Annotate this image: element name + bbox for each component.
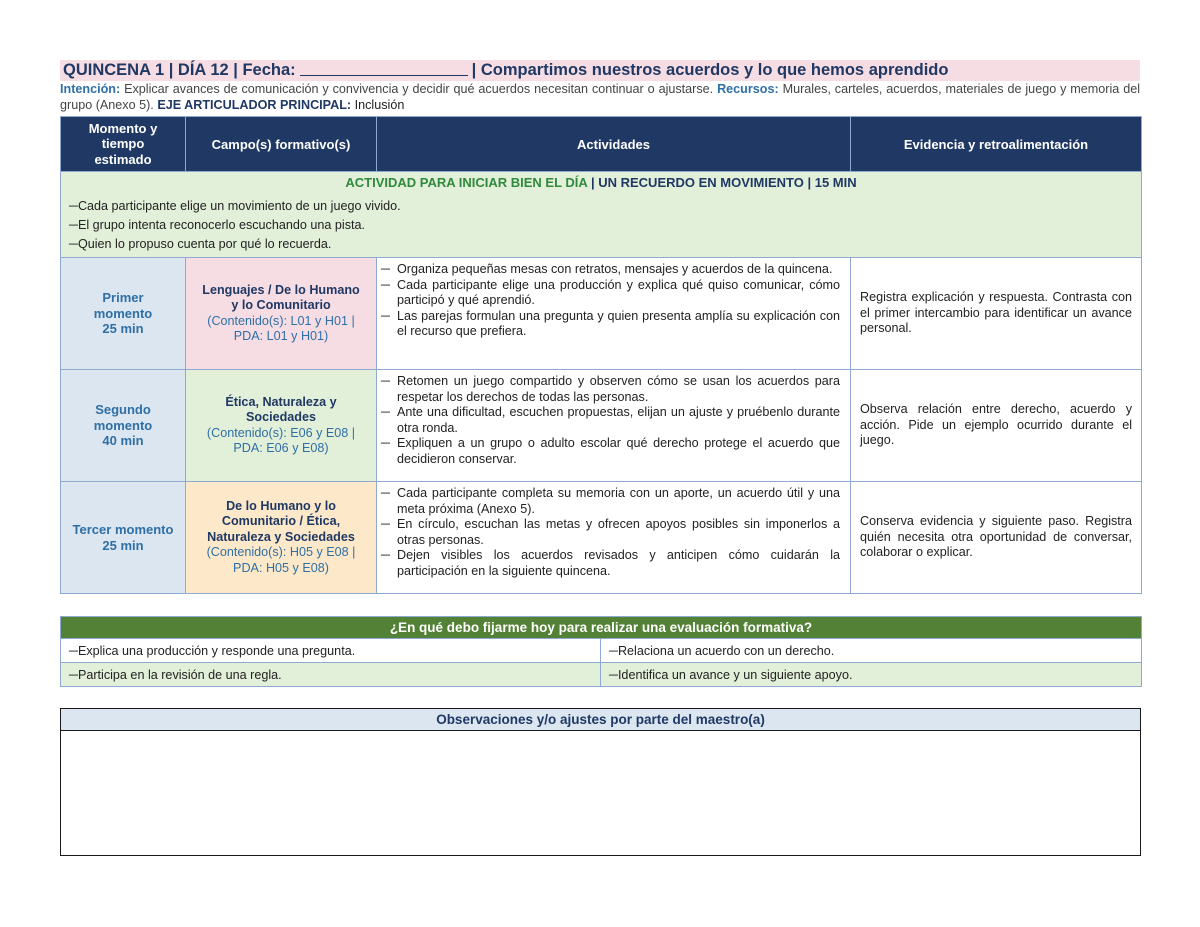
intro-text	[60, 82, 1140, 113]
lesson-page	[60, 60, 1140, 856]
title-right: | Compartimos nuestros acuerdos y lo que hemos aprendido	[471, 61, 949, 79]
table-row	[61, 482, 1142, 594]
evaluacion-table	[60, 616, 1142, 687]
warmup-line: ─Cada participante elige un movimiento de un juego vivido.	[69, 199, 401, 213]
observaciones-title: Observaciones y/o ajustes por parte del maestro(a)	[61, 709, 1140, 731]
page-title	[60, 60, 1140, 81]
header-campo: Campo(s) formativo(s)	[186, 117, 377, 172]
title-left: QUINCENA 1 | DÍA 12 | Fecha:	[63, 61, 296, 79]
intencion-text: Explicar avances de comunicación y convivencia y decidir qué acuerdos necesitan continuar o ajustarse.	[124, 82, 714, 96]
header-evidencia: Evidencia y retroalimentación	[851, 117, 1142, 172]
warmup-line: ─El grupo intenta reconocerlo escuchando una pista.	[69, 218, 365, 232]
observaciones-area[interactable]	[61, 731, 1140, 853]
evaluacion-item: ─Relaciona un acuerdo con un derecho.	[601, 639, 1142, 663]
campo-cell: De lo Humano y lo Comunitario / Ética, Naturaleza y Sociedades (Contenido(s): H05 y E08 | PDA: H05 y E08)	[186, 482, 377, 594]
evaluacion-title: ¿En qué debo fijarme hoy para realizar una evaluación formativa?	[61, 617, 1142, 639]
warmup-title: ACTIVIDAD PARA INICIAR BIEN EL DÍA | UN RECUERDO EN MOVIMIENTO | 15 MIN	[345, 175, 857, 190]
evidencia-cell: Registra explicación y respuesta. Contrasta con el primer intercambio para identificar un avance personal.	[851, 258, 1142, 370]
table-row	[61, 370, 1142, 482]
momento-cell: Tercer momento 25 min	[61, 482, 186, 594]
intencion-label: Intención:	[60, 82, 121, 96]
evidencia-cell: Conserva evidencia y siguiente paso. Registra quién necesita otra oportunidad de conversar, colaborar o explicar.	[851, 482, 1142, 594]
header-momento: Momento y tiempo estimado	[61, 117, 186, 172]
actividades-cell: ─ Retomen un juego compartido y observen cómo se usan los acuerdos para respetar los derechos de todas las personas. ─ Ante una dificultad, escuchen propuestas, elijan un ajuste y pruébenlo durante otra ronda. ─ Expliquen a un grupo o adulto escolar qué derecho protege el acuerdo que decidieron conservar.	[377, 370, 851, 482]
evaluacion-item: ─Identifica un avance y un siguiente apoyo.	[601, 663, 1142, 687]
campo-cell: Lenguajes / De lo Humano y lo Comunitario (Contenido(s): L01 y H01 | PDA: L01 y H01)	[186, 258, 377, 370]
actividades-cell: ─ Organiza pequeñas mesas con retratos, mensajes y acuerdos de la quincena. ─ Cada participante elige una producción y explica qué quiso comunicar, cómo participó y qué aprendió. ─ Las parejas formulan una pregunta y quien presenta amplía su explicación con el recurso que prefiera.	[377, 258, 851, 370]
eje-label: EJE ARTICULADOR PRINCIPAL:	[157, 97, 352, 112]
eje-text: Inclusión	[354, 97, 405, 112]
warmup-banner-row	[61, 172, 1142, 258]
momento-cell: Primer momento 25 min	[61, 258, 186, 370]
campo-cell: Ética, Naturaleza y Sociedades (Contenido(s): E06 y E08 | PDA: E06 y E08)	[186, 370, 377, 482]
date-field[interactable]	[300, 61, 468, 76]
recursos-text: Murales, carteles, acuerdos, materiales de juego y memoria del grupo (Anexo 5).	[60, 82, 1140, 112]
observaciones-box	[60, 708, 1141, 856]
table-header-row	[61, 117, 1142, 172]
table-row	[61, 258, 1142, 370]
evaluacion-item: ─Participa en la revisión de una regla.	[61, 663, 601, 687]
activities-table	[60, 116, 1142, 594]
actividades-cell: ─ Cada participante completa su memoria con un aporte, un acuerdo útil y una meta próxima (Anexo 5). ─ En círculo, escuchan las metas y ofrecen apoyos posibles sin imponerlos a otras personas. ─ Dejen visibles los acuerdos revisados y anticipen cómo cuidarán la participación en la siguiente quincena.	[377, 482, 851, 594]
recursos-label: Recursos:	[717, 82, 779, 96]
warmup-line: ─Quien lo propuso cuenta por qué lo recuerda.	[69, 237, 332, 251]
warmup-banner	[61, 172, 1142, 258]
evidencia-cell: Observa relación entre derecho, acuerdo y acción. Pide un ejemplo ocurrido durante el juego.	[851, 370, 1142, 482]
evaluacion-item: ─Explica una producción y responde una pregunta.	[61, 639, 601, 663]
header-actividades: Actividades	[377, 117, 851, 172]
momento-cell: Segundo momento 40 min	[61, 370, 186, 482]
